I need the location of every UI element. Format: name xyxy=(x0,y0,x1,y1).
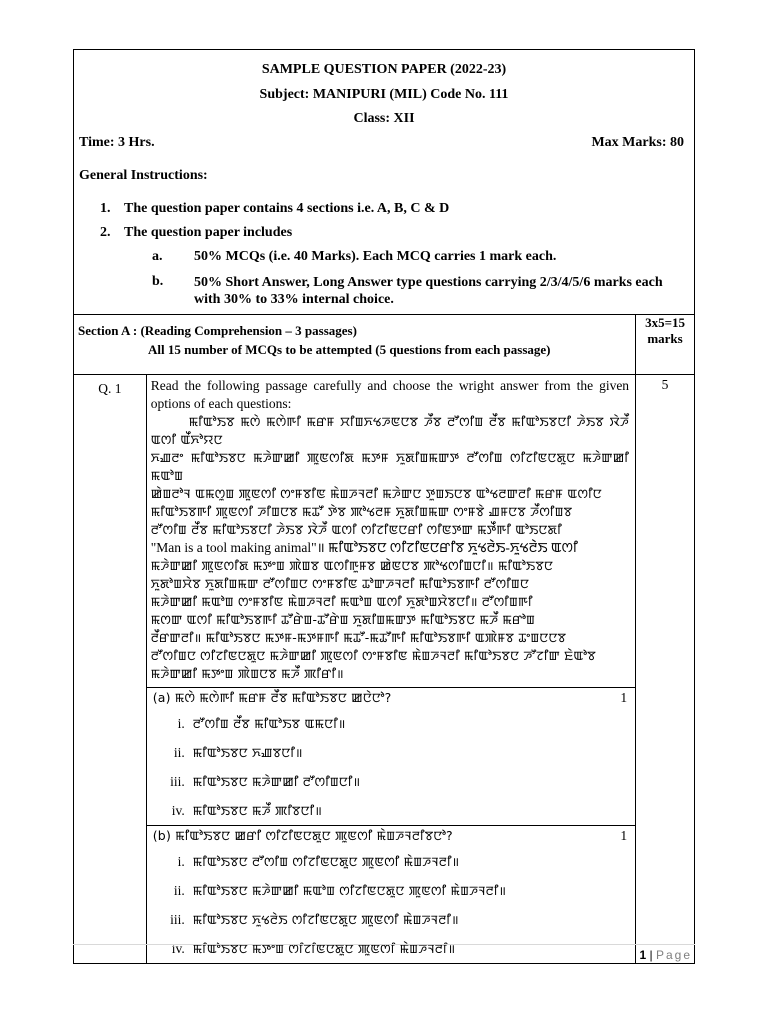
instructions-heading: General Instructions: xyxy=(79,168,208,183)
passage-line: "Man is a tool making animal"॥ ꯃꯤꯑꯣꯏꯕꯅ ꯁꯤꯖꯤꯟꯅꯔꯤꯕ ꯈꯨꯠꯂꯥꯏ-ꯈꯨꯠꯂꯥꯏ ꯑꯁꯤ xyxy=(150,540,578,555)
sub-instruction-num: b. xyxy=(152,274,164,289)
instruction-num: 1. xyxy=(100,201,111,216)
passage-line: ꯈꯉꯂꯦ ꯃꯤꯑꯣꯏꯕꯅ ꯃꯍꯥꯛꯀꯤ ꯄꯨꯟꯁꯤꯗ ꯃꯇꯝ ꯈꯨꯗꯤꯡꯃꯛꯇ ꯂꯧꯁꯤꯡ ꯁꯤꯖꯤꯟꯅꯗꯨꯅ ꯃꯍꯥꯛꯀꯤ ꯃꯑꯣꯡ xyxy=(150,450,630,483)
subquestion-b-text: (b) ꯃꯤꯑꯣꯏꯕꯅ ꯀꯔꯤ ꯁꯤꯖꯤꯟꯅꯗꯨꯅ ꯄꯨꯟꯁꯤ ꯃꯥꯡꯍꯜꯂꯤꯕꯅꯣ? xyxy=(152,828,453,843)
subquestion-a xyxy=(147,688,635,826)
q1-passage xyxy=(147,375,635,687)
q1-marks: 5 xyxy=(636,375,695,964)
subquestion-b-cell xyxy=(147,826,635,964)
option-num: ii. xyxy=(173,744,185,760)
option-num: i. xyxy=(177,853,185,869)
option-text: ꯃꯤꯑꯣꯏꯕꯅ ꯃꯇꯦꯡ ꯁꯤꯖꯤꯟꯅꯗꯨꯅ ꯄꯨꯟꯁꯤ ꯃꯥꯡꯍꯜꯂꯤ॥ xyxy=(192,940,456,956)
paper-class: Class: XII xyxy=(353,111,415,126)
passage-line: ꯀꯥꯡꯂꯣꯜ ꯑꯃꯁꯨꯡ ꯄꯨꯟꯁꯤ ꯁꯦꯝꯕꯤꯟ ꯃꯥꯡꯍꯜꯂꯤ ꯃꯍꯥꯛꯅ ꯇꯨꯡꯏꯅꯕ ꯑꯣꯠꯂꯛꯂꯤ ꯃꯔꯝ ꯑꯁꯤꯅ xyxy=(150,486,602,501)
section-a-title: Section A : (Reading Comprehension – 3 passages) xyxy=(78,323,357,338)
option-a-iii xyxy=(147,767,635,796)
paper-title: SAMPLE QUESTION PAPER (2022-23) xyxy=(261,62,507,77)
option-b-iii xyxy=(147,905,635,934)
subquestion-b-header xyxy=(147,826,635,847)
section-a-subtitle: All 15 number of MCQs to be attempted (5 questions from each passage) xyxy=(148,342,551,357)
option-a-iv xyxy=(147,796,635,825)
option-b-ii xyxy=(147,876,635,905)
section-a-marks-cell xyxy=(636,315,695,375)
option-text: ꯃꯤꯑꯣꯏꯕꯅ ꯃꯍꯥꯛꯀꯤ ꯂꯧꯁꯤꯡꯅꯤ॥ xyxy=(192,773,361,789)
page-number: 1 xyxy=(639,948,647,962)
option-num: iii. xyxy=(170,911,185,927)
q1-content xyxy=(146,375,635,964)
passage-line: ꯃꯍꯥꯛꯀꯤ ꯃꯇꯦꯡ ꯄꯥꯡꯅꯕ ꯃꯍꯩ ꯄꯤꯔꯤ॥ xyxy=(150,666,344,681)
option-text: ꯂꯧꯁꯤꯡ ꯂꯩꯕ ꯃꯤꯑꯣꯏꯕ ꯑꯃꯅꯤ॥ xyxy=(192,715,346,731)
subquestion-b xyxy=(147,826,635,964)
option-text: ꯃꯤꯑꯣꯏꯕꯅ ꯃꯍꯩ ꯄꯤꯕꯅꯤ॥ xyxy=(192,802,323,818)
sub-instruction-num: a. xyxy=(152,249,163,264)
passage-line: ꯂꯧꯁꯤꯡꯅ ꯁꯤꯖꯤꯟꯅꯗꯨꯅ ꯃꯍꯥꯛꯀꯤ ꯄꯨꯟꯁꯤ ꯁꯦꯝꯕꯤꯟ ꯃꯥꯡꯍꯜꯂꯤ ꯃꯤꯑꯣꯏꯕꯅ ꯍꯧꯖꯤꯛ ꯐꯥꯑꯣꯕ xyxy=(150,648,596,663)
subquestion-a-mark: 1 xyxy=(620,690,628,705)
subquestion-a-header xyxy=(147,688,635,709)
option-num: i. xyxy=(177,715,185,731)
option-a-ii xyxy=(147,738,635,767)
passage-line: ꯃꯤꯑꯣꯏꯕ ꯃꯁꯥ ꯃꯁꯥꯒꯤ ꯃꯔꯝ ꯆꯤꯡꯈꯠꯍꯟꯅꯕ ꯍꯩꯕ ꯂꯧꯁꯤꯡ ꯂꯩꯕ ꯃꯤꯑꯣꯏꯕꯅꯤ ꯍꯥꯏꯕ ꯋꯥꯍꯩ ꯑꯁꯤ ꯑꯩꯈꯣꯌꯅ xyxy=(150,414,630,447)
section-a-marks: 3x5=15 xyxy=(645,315,685,330)
passage-line: ꯃꯁꯛ ꯑꯁꯤ ꯃꯤꯑꯣꯏꯕꯒꯤ ꯊꯧꯔꯥꯡ-ꯊꯧꯔꯥꯡ ꯈꯨꯗꯤꯡꯃꯛꯇ ꯃꯤꯑꯣꯏꯕꯅ ꯃꯍꯩ ꯃꯔꯣꯡ xyxy=(150,612,536,627)
sub-instruction-text: 50% MCQs (i.e. 40 Marks). Each MCQ carries 1 mark each. xyxy=(194,249,557,264)
option-num: ii. xyxy=(173,882,185,898)
section-a-cell xyxy=(74,315,636,375)
sub-instruction-text: 50% Short Answer, Long Answer type questions carrying 2/3/4/5/6 marks each with 30% to 33% internal choice. xyxy=(194,275,663,307)
instruction-text: The question paper contains 4 sections i.e. A, B, C & D xyxy=(124,201,450,216)
section-a-marks-unit: marks xyxy=(647,331,683,346)
passage-line: ꯃꯍꯥꯛꯀꯤ ꯄꯨꯟꯁꯤꯗ ꯃꯇꯦꯡ ꯄꯥꯡꯕ ꯑꯁꯤꯒꯨꯝꯕ ꯀꯥꯟꯅꯕ ꯄꯣꯠꯁꯤꯡꯅꯤ॥ ꯃꯤꯑꯣꯏꯕꯅ xyxy=(150,558,554,573)
option-num: iv. xyxy=(171,802,185,818)
max-marks-label: Max Marks: 80 xyxy=(591,135,684,150)
question-table xyxy=(73,314,695,964)
subquestion-table xyxy=(147,687,635,963)
option-b-i xyxy=(147,847,635,876)
passage-line: ꯂꯧꯁꯤꯡ ꯂꯩꯕ ꯃꯤꯑꯣꯏꯕꯅꯤ ꯍꯥꯏꯕ ꯋꯥꯍꯩ ꯑꯁꯤ ꯁꯤꯖꯤꯟꯅꯔꯤ ꯁꯤꯟꯇꯛ ꯃꯇꯩꯒꯤ ꯑꯣꯏꯅꯗꯤ xyxy=(150,522,562,537)
page-label: Page xyxy=(655,948,692,962)
instruction-num: 2. xyxy=(100,225,111,240)
subquestion-b-mark: 1 xyxy=(620,828,628,843)
q1-instruction: Read the following passage carefully and choose the wright answer from the given options of each questions: xyxy=(150,378,630,411)
passage-body xyxy=(151,413,629,683)
subquestion-a-cell xyxy=(147,688,635,826)
page-separator: | xyxy=(649,948,653,962)
option-num: iv. xyxy=(171,940,185,956)
q1-label: Q. 1 xyxy=(74,375,147,964)
subquestion-a-text: (a) ꯃꯁꯥ ꯃꯁꯥꯒꯤ ꯃꯔꯝ ꯂꯩꯕ ꯃꯤꯑꯣꯏꯕꯅ ꯀꯅꯥꯅꯣ? xyxy=(152,690,392,705)
option-text: ꯃꯤꯑꯣꯏꯕꯅ ꯃꯍꯥꯛꯀꯤ ꯃꯑꯣꯡ ꯁꯤꯖꯤꯟꯅꯗꯨꯅ ꯄꯨꯟꯁꯤ ꯃꯥꯡꯍꯜꯂꯤ॥ xyxy=(192,882,507,898)
option-text: ꯃꯤꯑꯣꯏꯕꯅ ꯂꯧꯁꯤꯡ ꯁꯤꯖꯤꯟꯅꯗꯨꯅ ꯄꯨꯟꯁꯤ ꯃꯥꯡꯍꯜꯂꯤ॥ xyxy=(192,853,460,869)
section-a-row xyxy=(74,315,695,375)
q1-row xyxy=(74,375,695,964)
instruction-text: The question paper includes xyxy=(124,225,293,240)
option-text: ꯃꯤꯑꯣꯏꯕꯅ ꯈꯨꯠꯂꯥꯏ ꯁꯤꯖꯤꯟꯅꯗꯨꯅ ꯄꯨꯟꯁꯤ ꯃꯥꯡꯍꯜꯂꯤ॥ xyxy=(192,911,459,927)
passage-line: ꯃꯍꯥꯛꯀꯤ ꯃꯑꯣꯡ ꯁꯦꯝꯕꯤꯟ ꯃꯥꯡꯍꯜꯂꯤ ꯃꯑꯣꯡ ꯑꯁꯤ ꯈꯨꯗꯣꯡꯆꯥꯕꯅꯤ॥ ꯂꯧꯁꯤꯡꯒꯤ xyxy=(150,594,533,609)
passage-line: ꯈꯨꯗꯣꯡꯆꯥꯕ ꯈꯨꯗꯤꯡꯃꯛ ꯂꯧꯁꯤꯡꯅ ꯁꯦꯝꯕꯤꯟ ꯊꯣꯛꯍꯜꯂꯤ ꯃꯤꯑꯣꯏꯕꯒꯤ ꯂꯧꯁꯤꯡꯅ xyxy=(150,576,530,591)
paper-subject: Subject: MANIPURI (MIL) Code No. 111 xyxy=(259,87,509,102)
passage-line: ꯃꯤꯑꯣꯏꯕꯒꯤ ꯄꯨꯟꯁꯤ ꯍꯤꯡꯅꯕ ꯃꯊꯧ ꯇꯥꯕ ꯄꯣꯠꯂꯝ ꯈꯨꯗꯤꯡꯃꯛ ꯁꯦꯝꯕꯥ ꯉꯝꯅꯕ ꯍꯩꯁꯤꯡꯕ xyxy=(150,504,573,519)
option-b-iv xyxy=(147,934,635,963)
passage-line: ꯂꯩꯔꯛꯂꯤ॥ ꯃꯤꯑꯣꯏꯕꯅ ꯃꯇꯝ-ꯃꯇꯝꯒꯤ ꯃꯊꯧ-ꯃꯊꯧꯒꯤ ꯃꯤꯑꯣꯏꯕꯒꯤ ꯑꯄꯥꯝꯕ ꯊꯦꯡꯅꯅꯕ xyxy=(150,630,567,645)
option-a-i xyxy=(147,709,635,738)
option-text: ꯃꯤꯑꯣꯏꯕꯅ ꯈꯉꯕꯅꯤ॥ xyxy=(192,744,303,760)
option-num: iii. xyxy=(170,773,185,789)
page-footer xyxy=(639,948,692,962)
footer-divider xyxy=(73,944,695,945)
time-label: Time: 3 Hrs. xyxy=(79,135,155,150)
